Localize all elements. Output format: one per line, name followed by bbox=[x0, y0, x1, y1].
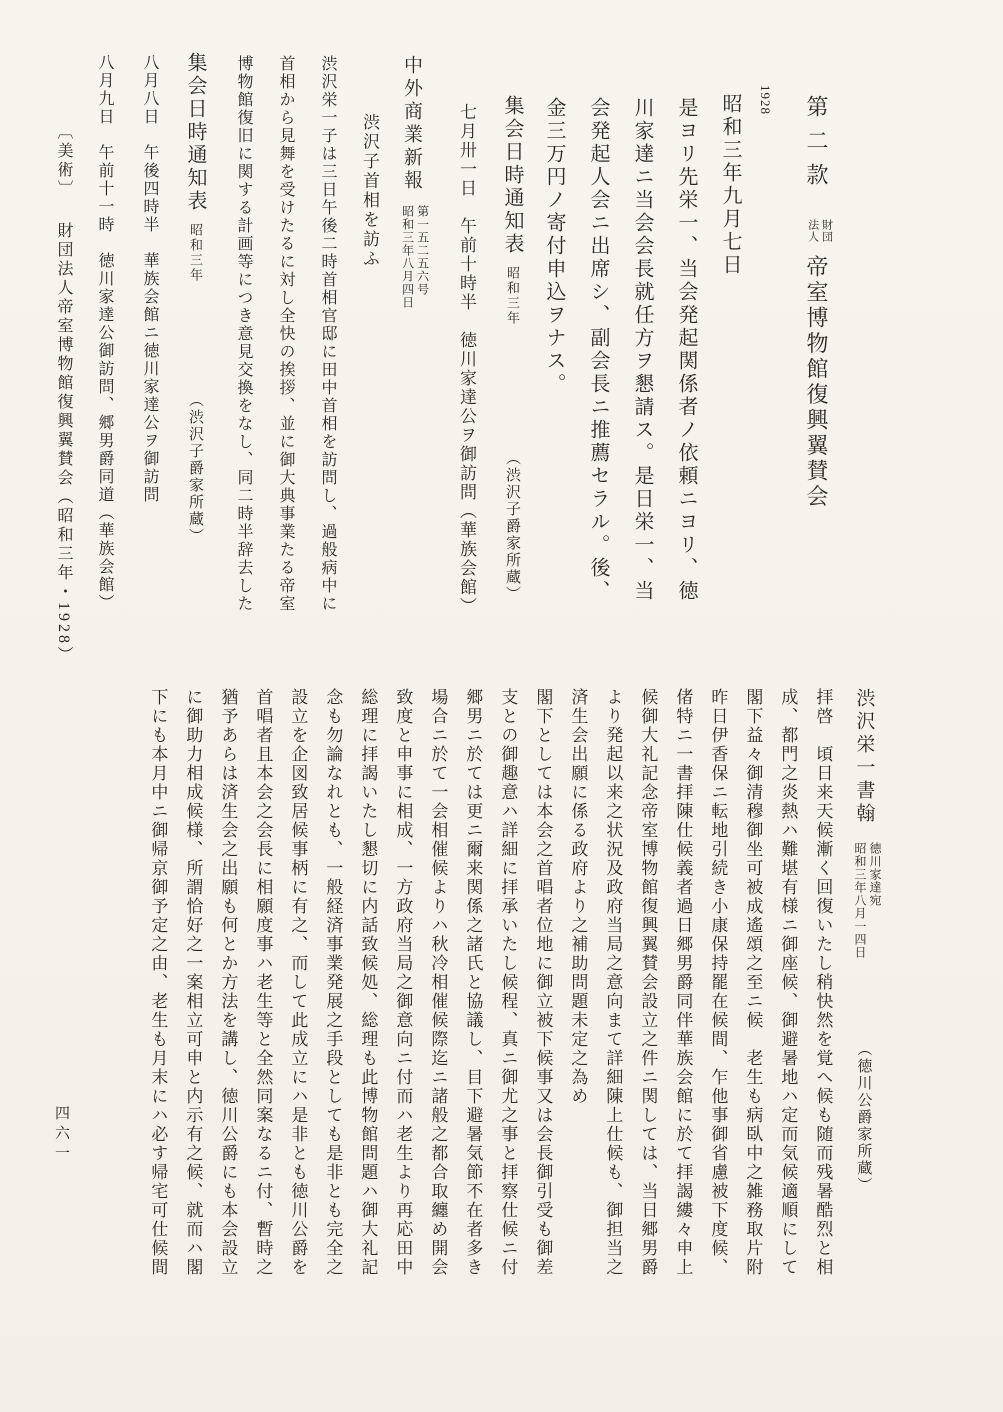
association-name: 帝室博物館復興翼賛会 bbox=[804, 255, 829, 510]
article-lines bbox=[222, 55, 348, 637]
page-number: 四六一 bbox=[53, 1105, 69, 1165]
text-column: 八月八日 午後四時半 華族会館ニ徳川家達公ヲ御訪問 bbox=[141, 54, 158, 504]
entry-date: 昭和三年九月七日 bbox=[719, 93, 741, 277]
section-number: 第二款 bbox=[804, 95, 829, 197]
notice-title-column bbox=[172, 52, 218, 632]
article-headline: 渋沢子首相を訪ふ bbox=[360, 113, 379, 269]
section-title-group bbox=[792, 95, 840, 655]
notice-title-column bbox=[489, 95, 535, 640]
meeting-notice-2-group bbox=[82, 52, 218, 632]
citation-group bbox=[48, 123, 78, 683]
page-number-group bbox=[50, 1105, 72, 1265]
text-column: 首唱者且本会之会長に相願度事ハ老生等と全然同案なるニ付、暫時之 bbox=[253, 688, 273, 1277]
newspaper-group bbox=[222, 55, 432, 637]
notice-era: 昭和三年 bbox=[188, 223, 203, 283]
letter-source: （徳川公爵家所蔵） bbox=[855, 1041, 872, 1194]
text-column: 閣下益々御清穆御坐可被成遙頌之至ニ候 老生も病臥中之雑務取片附 bbox=[743, 688, 763, 1277]
text-column: 設立を企図致居候事柄に有之、而して此成立にハ是非とも徳川公爵を bbox=[288, 688, 308, 1277]
text-column: 場合ニ於て一会相催候よりハ秋冷相催候際迄ニ諸般之都合取纏め開会 bbox=[428, 688, 448, 1277]
text-column: 川家達ニ当会会長就任方ヲ懇請ス。是日栄一、当 bbox=[631, 97, 653, 603]
text-column: 是ヨリ先栄一、当会発起関係者ノ依頼ニヨリ、徳 bbox=[675, 97, 697, 603]
notice-source: （渋沢子爵家所蔵） bbox=[504, 450, 520, 603]
notice-lines bbox=[82, 52, 172, 634]
text-column: 郷男ニ於ては更ニ爾来関係之諸氏と協議し、目下避暑気節不在者多き bbox=[463, 688, 483, 1277]
year-label: 1928 bbox=[758, 85, 773, 115]
notice-era: 昭和三年 bbox=[505, 266, 520, 326]
text-column: 成、都門之炎熱ハ難堪有様ニ御座候、御避暑地ハ定而気候適順にして bbox=[778, 688, 798, 1277]
text-column: 会発起人会ニ出席シ、副会長ニ推薦セラル。後、 bbox=[587, 97, 609, 603]
text-column: 猶予あらは済生会之出願も何とか方法を講し、徳川公爵にも本会設立 bbox=[218, 688, 238, 1277]
text-column: 偖特ニ一書拝陳仕候義者過日郷男爵同伴華族会館に於て拝謁縷々申上 bbox=[673, 688, 693, 1277]
text-column: 下にも本月中ニ御帰京御予定之由、老生も月末にハ必す帰宅可仕候間 bbox=[148, 688, 168, 1277]
text-column: 支との御趣意ハ詳細に拝承いたし候程、真ニ御尤之事と拝察仕候ニ付 bbox=[498, 688, 518, 1277]
text-column: 首相から見舞を受けたるに対し全快の挨拶、並に御大典事業たる帝室 bbox=[277, 55, 294, 613]
text-column: 念も勿論なれとも、一般経済事業発展之手段としても是非とも完全之 bbox=[323, 688, 343, 1277]
annotation-line: 昭和三年八月四日 bbox=[400, 205, 415, 309]
letter-group bbox=[140, 688, 882, 1312]
text-column: 八月九日 午前十一時 徳川家達公御訪問、郷男爵同道（華族会館） bbox=[96, 54, 113, 612]
text-column: より発起以来之状況及政府当局之意向まて詳細陳上仕候も、御担当之 bbox=[603, 688, 623, 1277]
letter-body-lines bbox=[140, 688, 840, 1300]
meeting-notice-1-group bbox=[444, 95, 535, 640]
notice-source: （渋沢子爵家所蔵） bbox=[187, 392, 203, 545]
notice-title: 集会日時通知表 bbox=[184, 52, 206, 213]
text-column: 渋沢栄一子は三日午後二時首相官邸に田中首相を訪問し、過般病中に bbox=[319, 55, 336, 613]
annotation-line: 財団 bbox=[820, 219, 833, 243]
text-column: 昨日伊香保ニ転地引続き小康保持罷在候間、乍他事御省慮被下度候、 bbox=[708, 688, 728, 1277]
notice-title: 集会日時通知表 bbox=[501, 95, 523, 256]
notice-lines bbox=[444, 95, 489, 648]
newspaper-issue-annotation bbox=[400, 205, 430, 309]
annotation-line: 徳川家達宛 bbox=[868, 842, 882, 907]
text-column: 閣下としては本会之首唱者位地に御立被下候事又は会長御引受も御差 bbox=[533, 688, 553, 1277]
entry-1928-group bbox=[532, 85, 778, 641]
text-column: 博物館復旧に関する計画等につき意見交換をなし、同二時半辞去した bbox=[235, 55, 252, 613]
annotation-line: 法人 bbox=[806, 219, 819, 243]
text-column: 拝啓 頃日来天候漸く回復いたし稍快然を覚へ候も随而残暑酷烈と相 bbox=[813, 688, 833, 1277]
entry-text-lines bbox=[532, 85, 708, 653]
annotation-line: 昭和三年八月一四日 bbox=[853, 842, 867, 959]
newspaper-name: 中外商業新報 bbox=[401, 55, 422, 193]
text-column: に御助力相成候様、所謂恰好之一案相立可申と内示有之候、就而ハ閣 bbox=[183, 688, 203, 1277]
letter-heading-column bbox=[850, 688, 882, 1312]
corporate-type-annotation bbox=[806, 219, 834, 243]
newspaper-title-column bbox=[390, 55, 432, 637]
citation-text: 財団法人帝室博物館復興翼賛会（昭和三年・1928） bbox=[55, 222, 72, 665]
text-column: 金三万円ノ寄付申込ヲナス。 bbox=[543, 97, 565, 396]
text-column: 致度と申事に相成、一方政府当局之御意向ニ付而ハ老生より再応田中 bbox=[393, 688, 413, 1277]
citation-label: 〔美術〕 bbox=[55, 123, 72, 199]
letter-addressee-annotation bbox=[852, 842, 882, 959]
text-column: 七月卅一日 午前十時半 徳川家達公ヲ御訪問（華族会館） bbox=[457, 103, 476, 616]
letter-title: 渋沢栄一書翰 bbox=[853, 688, 875, 826]
section-heading-column bbox=[792, 95, 840, 655]
annotation-line: 第一五二五六号 bbox=[415, 205, 430, 296]
citation-column bbox=[48, 123, 78, 683]
text-column: 総理に拝謁いたし懇切に内話致候処、総理も此博物館問題ハ御大礼記 bbox=[358, 688, 378, 1277]
text-column: 済生会出願に係る政府より之補助問題未定之為め bbox=[568, 688, 588, 1106]
text-column: 候御大礼記念帝室博物館復興翼賛会設立之件ニ関しては、当日郷男爵 bbox=[638, 688, 658, 1277]
